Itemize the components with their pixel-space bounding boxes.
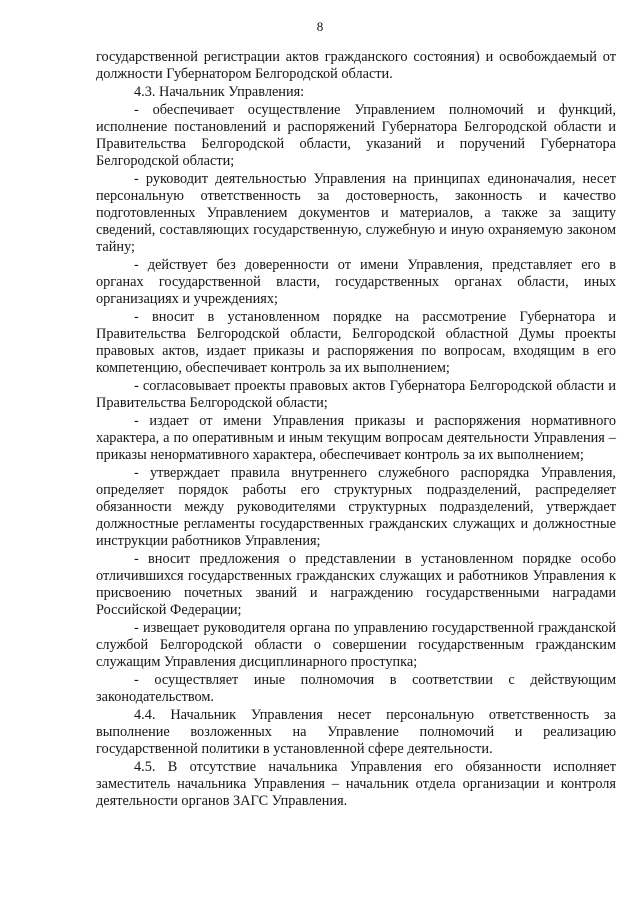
- paragraph: - осуществляет иные полномочия в соответствии с действующим законодательством.: [96, 672, 616, 705]
- paragraph: 4.4. Начальник Управления несет персональную ответственность за выполнение возложенных на Управление полномочий и реализацию государственной политики в установленной сфере деятельности.: [96, 707, 616, 757]
- paragraph: - руководит деятельностью Управления на принципах единоначалия, несет персональную ответственность за достоверность, законность и качество подготовленных Управлением документов и материалов, а также за защиту сведений, составляющих государственную, служебную и иную охраняемую законом тайну;: [96, 171, 616, 255]
- paragraph: - вносит предложения о представлении в установленном порядке особо отличившихся государственных гражданских служащих и работников Управления к присвоению почетных званий и награждению государственными наградами Российской Федерации;: [96, 551, 616, 618]
- paragraph: - извещает руководителя органа по управлению государственной гражданской службой Белгородской области о совершении государственным гражданским служащим Управления дисциплинарного проступка;: [96, 620, 616, 670]
- paragraph: - вносит в установленном порядке на рассмотрение Губернатора и Правительства Белгородской области, Белгородской областной Думы проекты правовых актов, издает приказы и распоряжения по вопросам, входящим в его компетенцию, обеспечивает контроль за их выполнением;: [96, 309, 616, 376]
- paragraph: 4.5. В отсутствие начальника Управления его обязанности исполняет заместитель начальника Управления – начальник отдела организации и контроля деятельности органов ЗАГС Управления.: [96, 759, 616, 809]
- paragraph: 4.3. Начальник Управления:: [134, 84, 305, 100]
- paragraph: - издает от имени Управления приказы и распоряжения нормативного характера, а по оперативным и иным текущим вопросам деятельности Управления – приказы ненормативного характера, обеспечивает контроль за их выполнением;: [96, 413, 616, 463]
- paragraph: - действует без доверенности от имени Управления, представляет его в органах государственной власти, государственных органах области, иных организациях и учреждениях;: [96, 257, 616, 307]
- paragraph: - обеспечивает осуществление Управлением полномочий и функций, исполнение постановлений и распоряжений Губернатора Белгородской области и Правительства Белгородской области, указаний и поручений Губернатора Белгородской области;: [96, 102, 616, 169]
- paragraph: государственной регистрации актов гражданского состояния) и освобождаемый от должности Губернатором Белгородской области.: [96, 49, 616, 82]
- paragraph: - согласовывает проекты правовых актов Губернатора Белгородской области и Правительства Белгородской области;: [96, 378, 616, 411]
- document-body: [96, 49, 616, 811]
- paragraph: - утверждает правила внутреннего служебного распорядка Управления, определяет порядок работы его структурных подразделений, распределяет обязанности между руководителями структурных подразделений, утверждает должностные регламенты государственных гражданских служащих и должностные инструкции работников Управления;: [96, 465, 616, 549]
- page-number: 8: [316, 19, 324, 34]
